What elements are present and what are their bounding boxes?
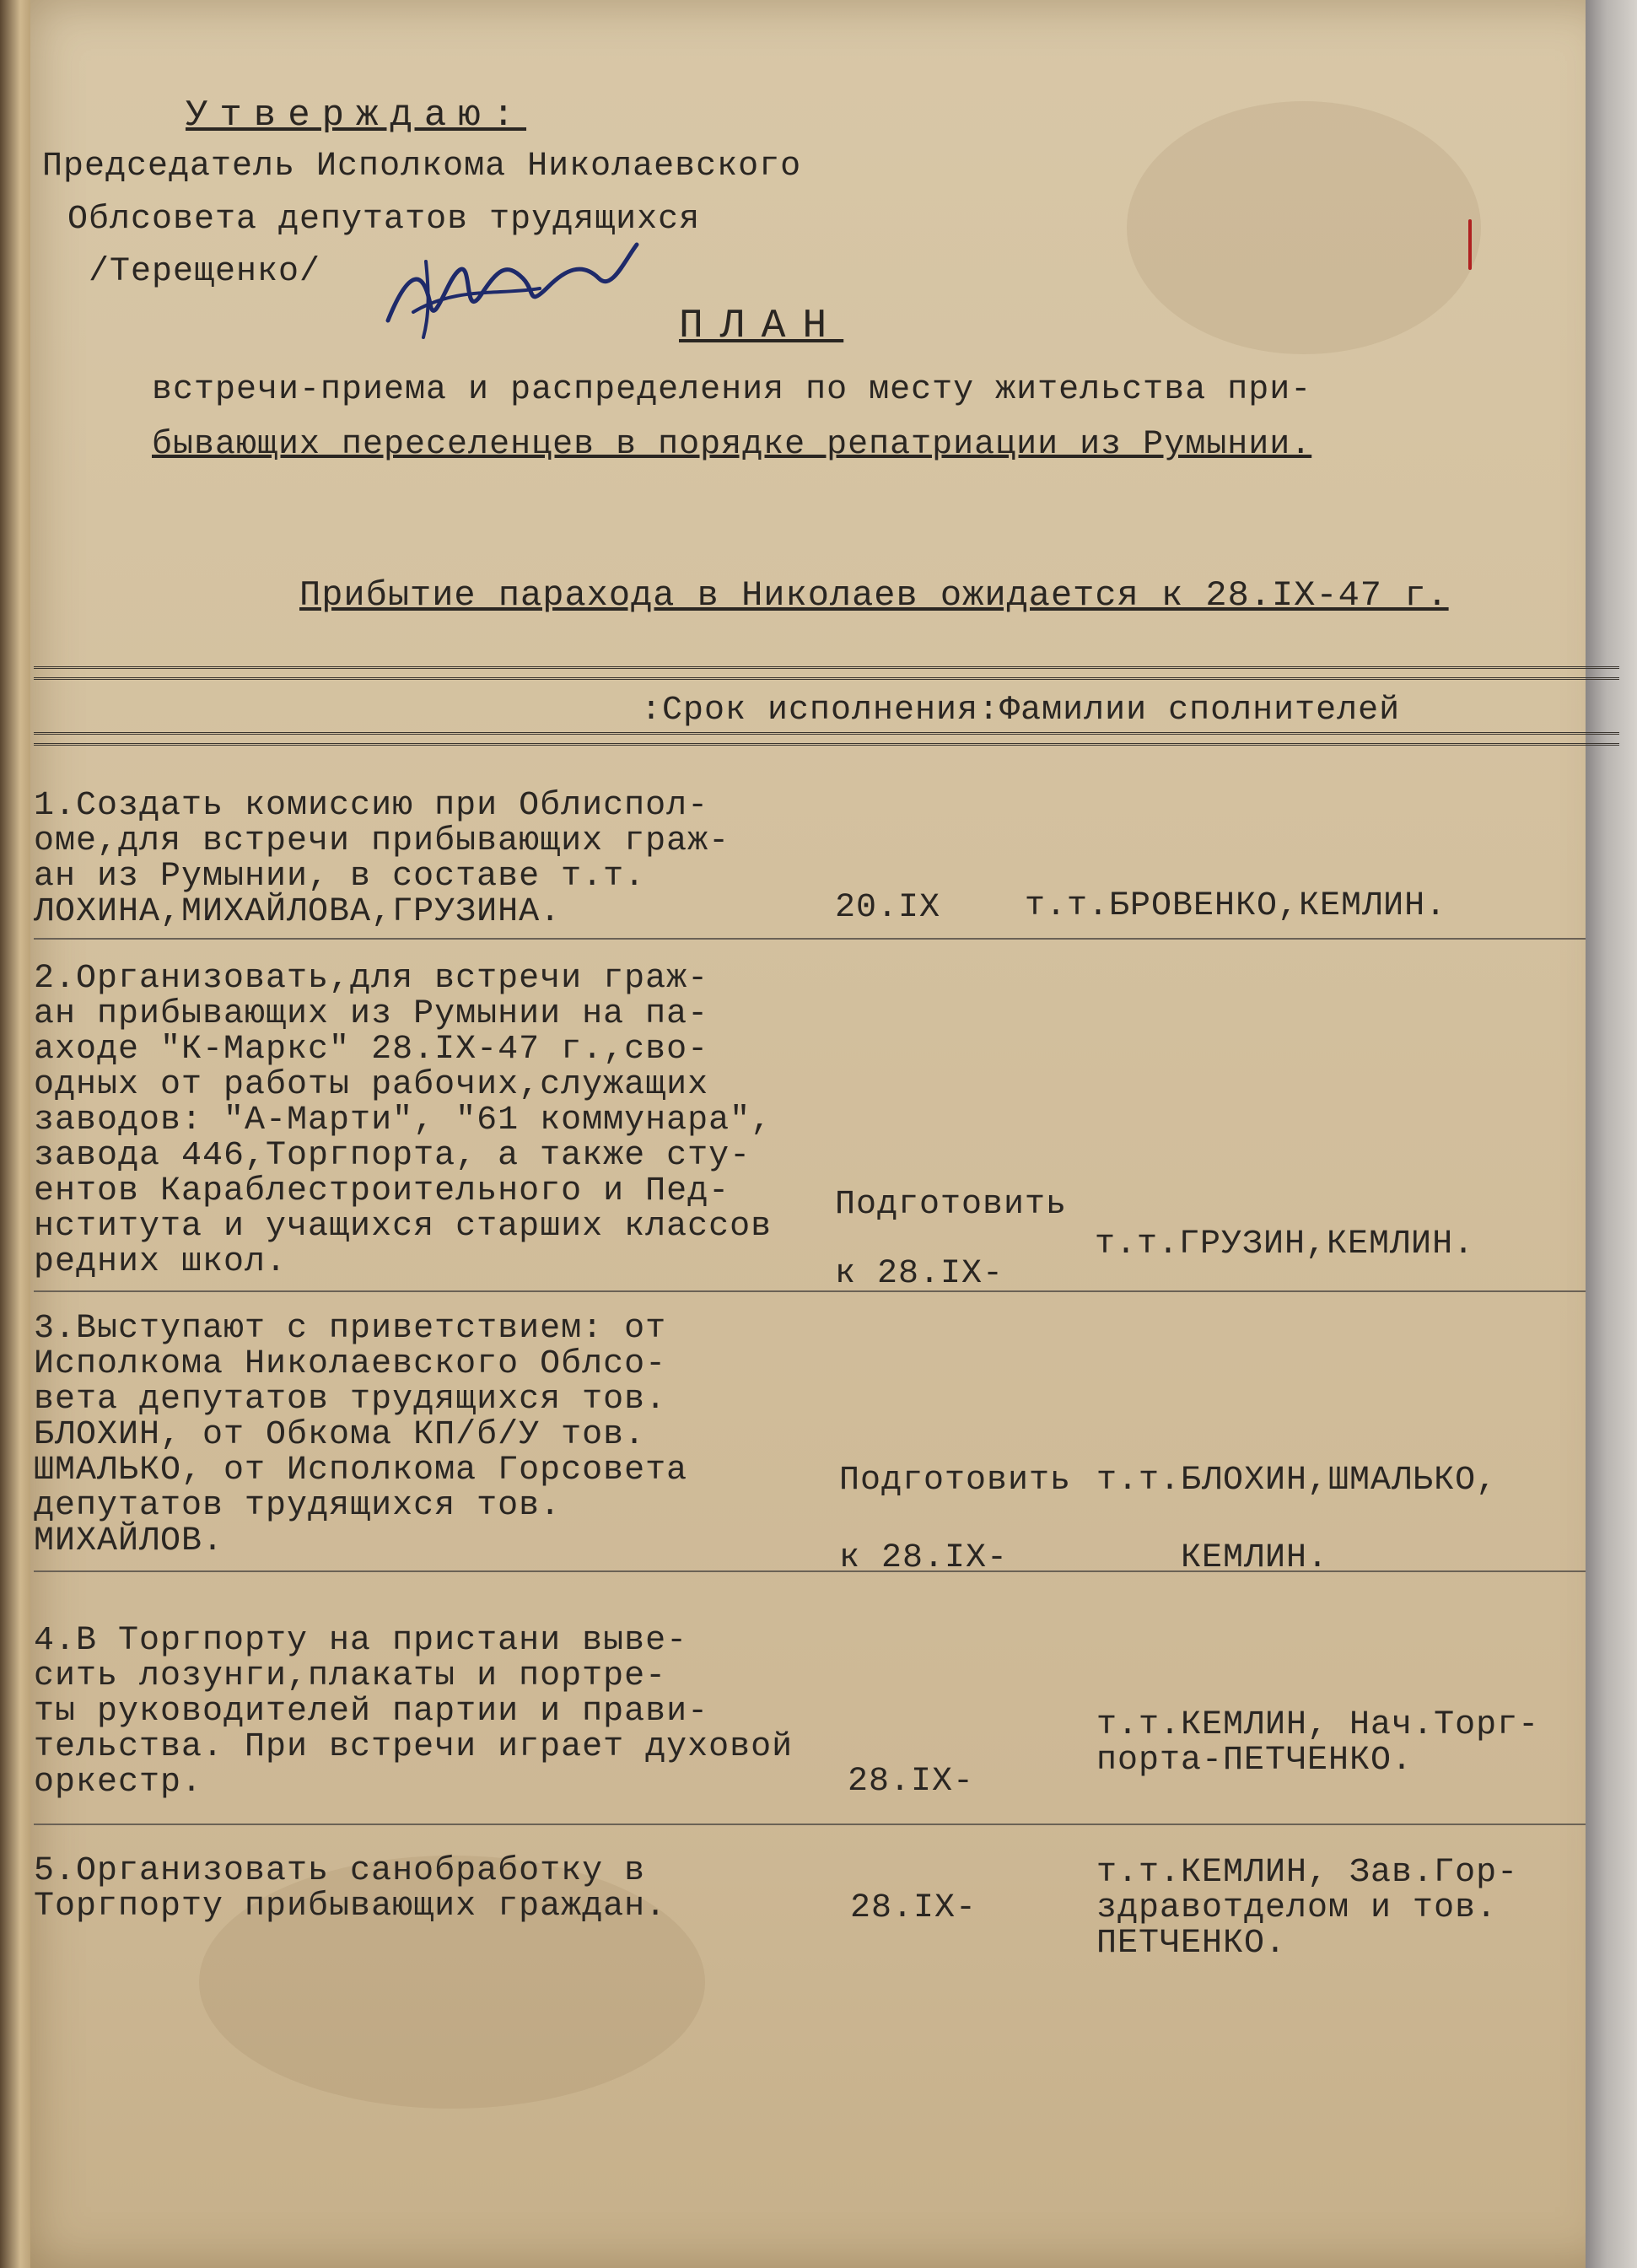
page-edge (1586, 0, 1637, 2268)
signature (380, 228, 649, 354)
approval-line-1: Председатель Исполкома Николаевского (42, 148, 802, 186)
table-row-task: 3.Выступают с приветствием: от Исполкома Николаевского Облсо- вета депутатов трудящихся тов. БЛОХИН, от Обкома КП/б/У тов. ШМАЛЬКО, от Исполкома Горсовета депутатов трудящихся тов. МИХАЙЛОВ. (34, 1310, 688, 1560)
header-rule-bottom (34, 732, 1619, 746)
header-rule-top (34, 666, 1619, 680)
row-separator (34, 1570, 1586, 1572)
table-row-term: 28.IX- (850, 1889, 977, 1927)
approval-title: Утверждаю: (186, 94, 527, 137)
table-row-task: 4.В Торгпорту на пристани выве- сить лозунги,плакаты и портре- ты руководителей партии и прави- тельства. При встречи играет духовой оркестр. (34, 1622, 794, 1802)
table-row-responsible: т.т.БРОВЕНКО,КЕМЛИН. (1025, 887, 1447, 925)
table-row-task: 1.Создать комиссию при Облиспол- оме,для встречи прибывающих граж- ан из Румынии, в составе т.т. ЛОХИНА,МИХАЙЛОВА,ГРУЗИНА. (34, 787, 730, 931)
table-row-term: Подготовить к 28.IX- (839, 1462, 1072, 1577)
row-separator (34, 1290, 1586, 1292)
document-title: ПЛАН (679, 304, 844, 349)
approval-line-2: Облсовета депутатов трудящихся (67, 201, 701, 239)
binding-strip (0, 0, 34, 2268)
row-separator (34, 938, 1586, 940)
table-row-term: Подготовить к 28.IX- (835, 1186, 1068, 1293)
paper-stain (1127, 101, 1481, 354)
table-row-task: 5.Организовать санобработку в Торгпорту прибывающих граждан. (34, 1852, 667, 1926)
subtitle-line-1: встречи-приема и распределения по месту жительства при- (152, 371, 1312, 409)
red-mark (1468, 219, 1472, 270)
table-row-responsible: т.т.БЛОХИН,ШМАЛЬКО, КЕМЛИН. (1096, 1462, 1498, 1577)
table-header: :Срок исполнения:Фамилии сполнителей (641, 692, 1401, 730)
subtitle-line-2: бывающих переселенцев в порядке репатриации из Румынии. (152, 426, 1312, 464)
table-row-responsible: т.т.КЕМЛИН, Нач.Торг- порта-ПЕТЧЕНКО. (1096, 1706, 1540, 1780)
approval-name: /Терещенко/ (89, 253, 321, 291)
table-row-term: 28.IX- (848, 1763, 975, 1801)
table-row-responsible: т.т.КЕМЛИН, Зав.Гор- здравотделом и тов. ПЕТЧЕНКО. (1096, 1854, 1519, 1963)
row-separator (34, 1824, 1586, 1825)
table-row-task: 2.Организовать,для встречи граж- ан прибывающих из Румынии на па- аходе "К-Маркс" 28.IX-47 г.,сво- одных от работы рабочих,служащих заводов: "А-Марти", "61 коммунара", завода 446,Торгпорта, а также сту- ентов Караблестроительного и Пед- нститута и учащихся старших классов редних школ. (34, 960, 773, 1281)
table-row-responsible: т.т.ГРУЗИН,КЕМЛИН. (1095, 1226, 1475, 1263)
arrival-note: Прибытие парахода в Николаев ожидается к 28.IX-47 г. (299, 575, 1449, 616)
table-row-term: 20.IX (835, 889, 941, 927)
